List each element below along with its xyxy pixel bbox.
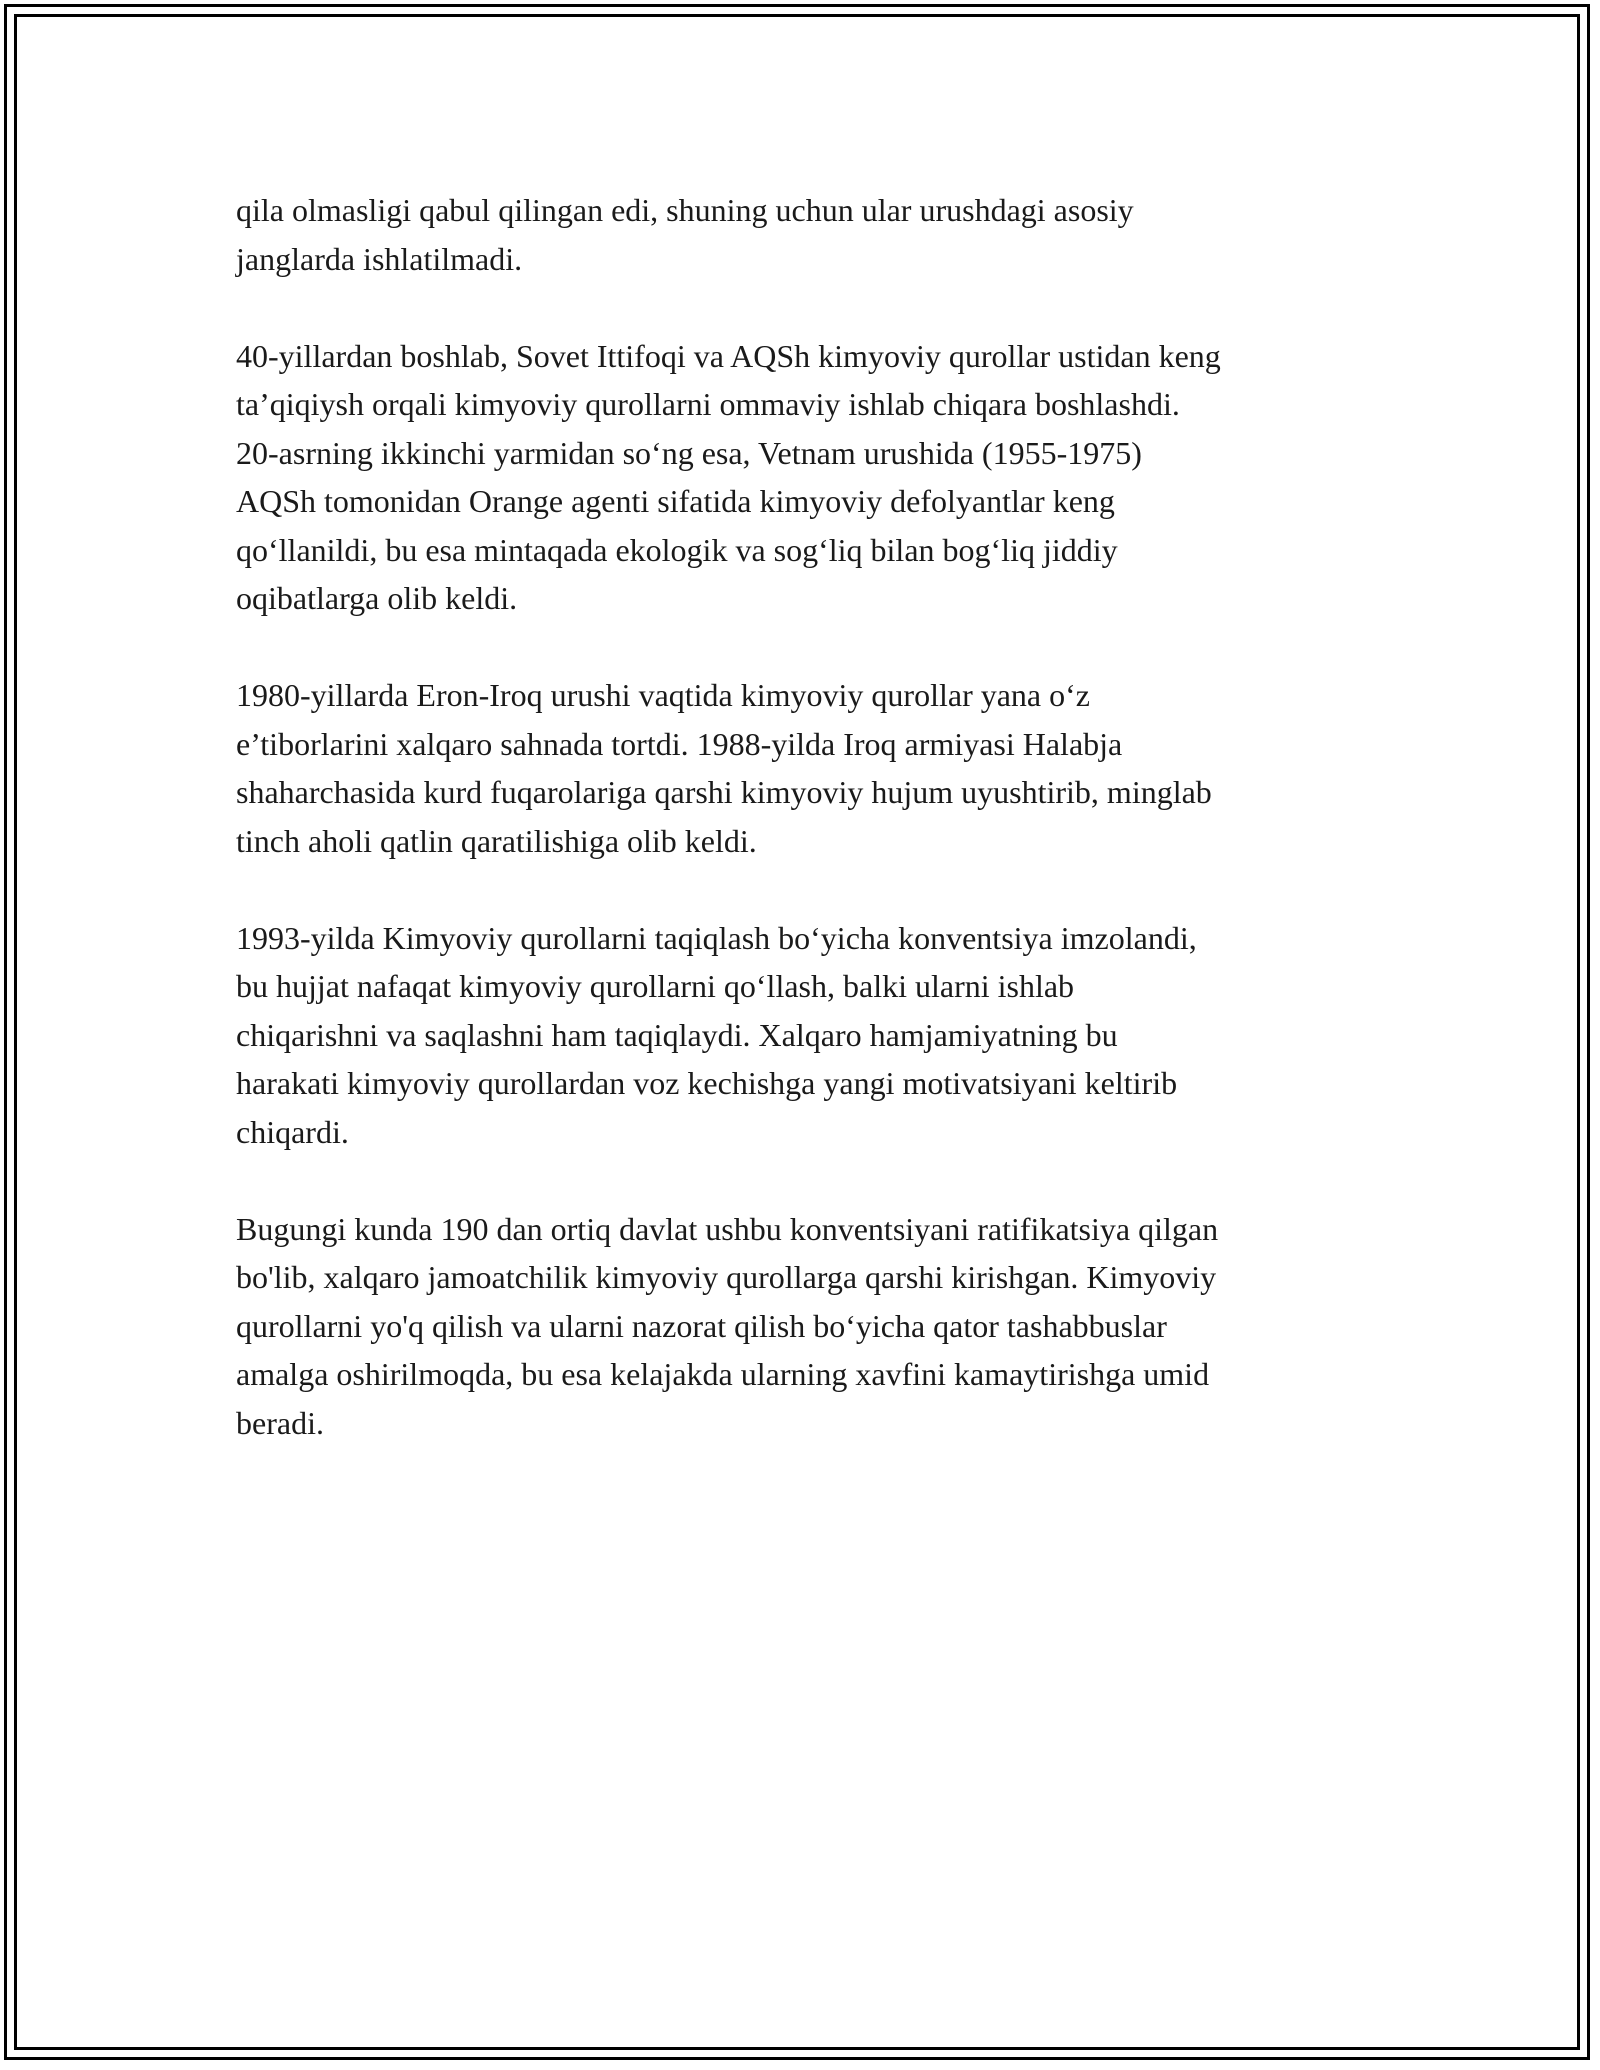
paragraph-5: Bugungi kunda 190 dan ortiq davlat ushbu konventsiyani ratifikatsiya qilgan bo'lib, xalqaro jamoatchilik kimyoviy qurollarga qarshi kirishgan. Kimyoviy qurollarni yo'q qilish va ularni nazorat qilish bo‘yicha qator tashabbuslar amalga oshirilmoqda, bu esa kelajakda ularning xavfini kamaytirishga umid beradi. <box>236 1210 1219 1441</box>
paragraph-2: 40-yillardan boshlab, Sovet Ittifoqi va AQSh kimyoviy qurollar ustidan keng ta’qiqiysh orqali kimyoviy qurollarni ommaviy ishlab chiqara boshlashdi. 20-asrning ikkinchi yarmidan so‘ng esa, Vetnam urushida (1955-1975) AQSh tomonidan Orange agenti sifatida kimyoviy defolyantlar keng qo‘llanildi, bu esa mintaqada ekologik va sog‘liq bilan bog‘liq jiddiy oqibatlarga olib keldi. <box>236 337 1221 616</box>
paragraph-3: 1980-yillarda Eron-Iroq urushi vaqtida kimyoviy qurollar yana o‘z e’tiborlarini xalqaro sahnada tortdi. 1988-yilda Iroq armiyasi Halabja shaharchasida kurd fuqarolariga qarshi kimyoviy hujum uyushtirib, minglab tinch aholi qatlin qaratilishiga olib keldi. <box>236 677 1212 859</box>
paragraph-4: 1993-yilda Kimyoviy qurollarni taqiqlash bo‘yicha konventsiya imzolandi, bu hujjat nafaqat kimyoviy qurollarni qo‘llash, balki ularni ishlab chiqarishni va saqlashni ham taqiqlaydi. Xalqaro hamjamiyatning bu harakati kimyoviy qurollardan voz kechishga yangi motivatsiyani keltirib chiqardi. <box>236 919 1197 1150</box>
paragraph-1: qila olmasligi qabul qilingan edi, shuning uchun ular urushdagi asosiy janglarda ishlatilmadi. <box>236 192 1134 277</box>
document-body <box>236 186 1376 1496</box>
